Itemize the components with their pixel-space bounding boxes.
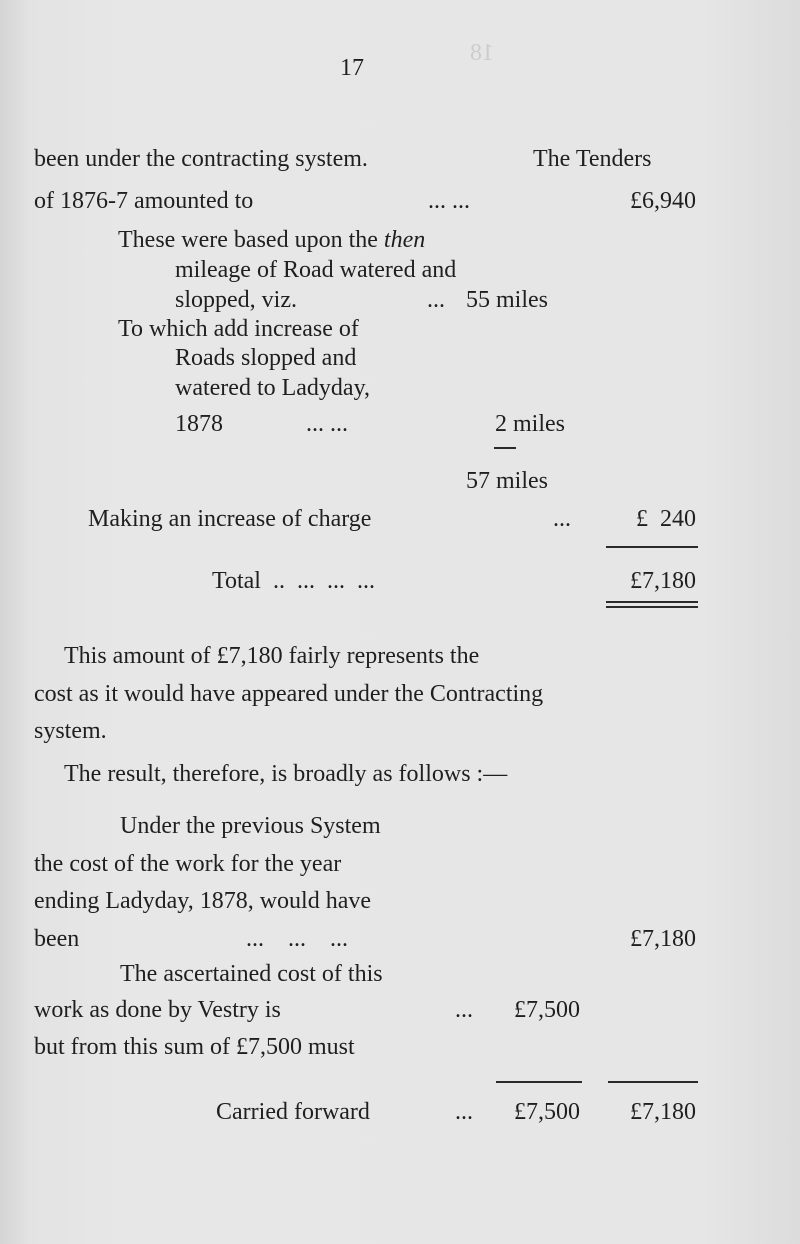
based-line2: mileage of Road watered and: [175, 257, 457, 283]
carried-dots: ...: [455, 1099, 473, 1125]
previous-line1: Under the previous System: [120, 813, 381, 839]
previous-line4: been: [34, 926, 80, 952]
increase-label: Making an increase of charge: [88, 506, 372, 532]
add-line3: watered to Ladyday,: [175, 375, 371, 401]
para2-line2: cost as it would have appeared under the Contracting: [34, 681, 544, 707]
carried-label: Carried forward: [216, 1099, 370, 1125]
ascertained-amount: £7,500: [514, 997, 580, 1023]
total-rule-top: [606, 546, 698, 548]
carried-amount-2: £7,180: [630, 1099, 696, 1125]
add-line4-dots: ... ...: [306, 411, 348, 437]
total-label: Total .. ... ... ...: [212, 568, 375, 594]
increase-dots: ...: [553, 506, 571, 532]
add-line1: To which add increase of: [118, 316, 359, 342]
para1-line2-left: of 1876-7 amounted to: [34, 188, 254, 214]
previous-line2: the cost of the work for the year: [34, 851, 342, 877]
ascertained-line2: work as done by Vestry is: [34, 997, 281, 1023]
previous-line4-dots: ... ... ...: [246, 926, 348, 952]
para2-line3: system.: [34, 718, 107, 744]
based-line3-dots: ...: [427, 287, 445, 313]
previous-line3: ending Ladyday, 1878, would have: [34, 888, 372, 914]
ascertained-line2-dots: ...: [455, 997, 473, 1023]
ascertained-line1: The ascertained cost of this: [120, 961, 383, 987]
previous-amount: £7,180: [630, 926, 696, 952]
para2-line1: This amount of £7,180 fairly represents the: [64, 643, 480, 669]
based-miles: 55 miles: [466, 287, 548, 313]
add-line4: 1878: [175, 411, 223, 437]
bleed-through-text: 18: [470, 40, 494, 66]
total-rule-bottom-1: [606, 601, 698, 603]
para1-line1-left: been under the contracting system.: [34, 146, 368, 172]
tender-amount: £6,940: [630, 188, 696, 214]
increase-amount: £ 240: [636, 506, 696, 532]
carried-rule-left: [496, 1081, 582, 1083]
total-rule-bottom-2: [606, 606, 698, 608]
based-line1: [118, 226, 425, 254]
para3: The result, therefore, is broadly as follows :—: [64, 761, 508, 787]
page-number: 17: [340, 55, 364, 81]
para1-line1-right: The Tenders: [533, 146, 652, 172]
carried-rule-right: [608, 1081, 698, 1083]
ascertained-line3: but from this sum of £7,500 must: [34, 1034, 355, 1060]
based-line1-text: These were based upon the: [118, 227, 378, 253]
miles-sum-rule: [494, 447, 516, 449]
miles-total: 57 miles: [466, 468, 548, 494]
add-line2: Roads slopped and: [175, 345, 357, 371]
para1-line2-dots: ... ...: [428, 188, 470, 214]
total-amount: £7,180: [630, 568, 696, 594]
based-line1-italic: then: [383, 227, 426, 253]
carried-amount-1: £7,500: [514, 1099, 580, 1125]
add-miles: 2 miles: [495, 411, 565, 437]
based-line3: slopped, viz.: [175, 287, 297, 313]
